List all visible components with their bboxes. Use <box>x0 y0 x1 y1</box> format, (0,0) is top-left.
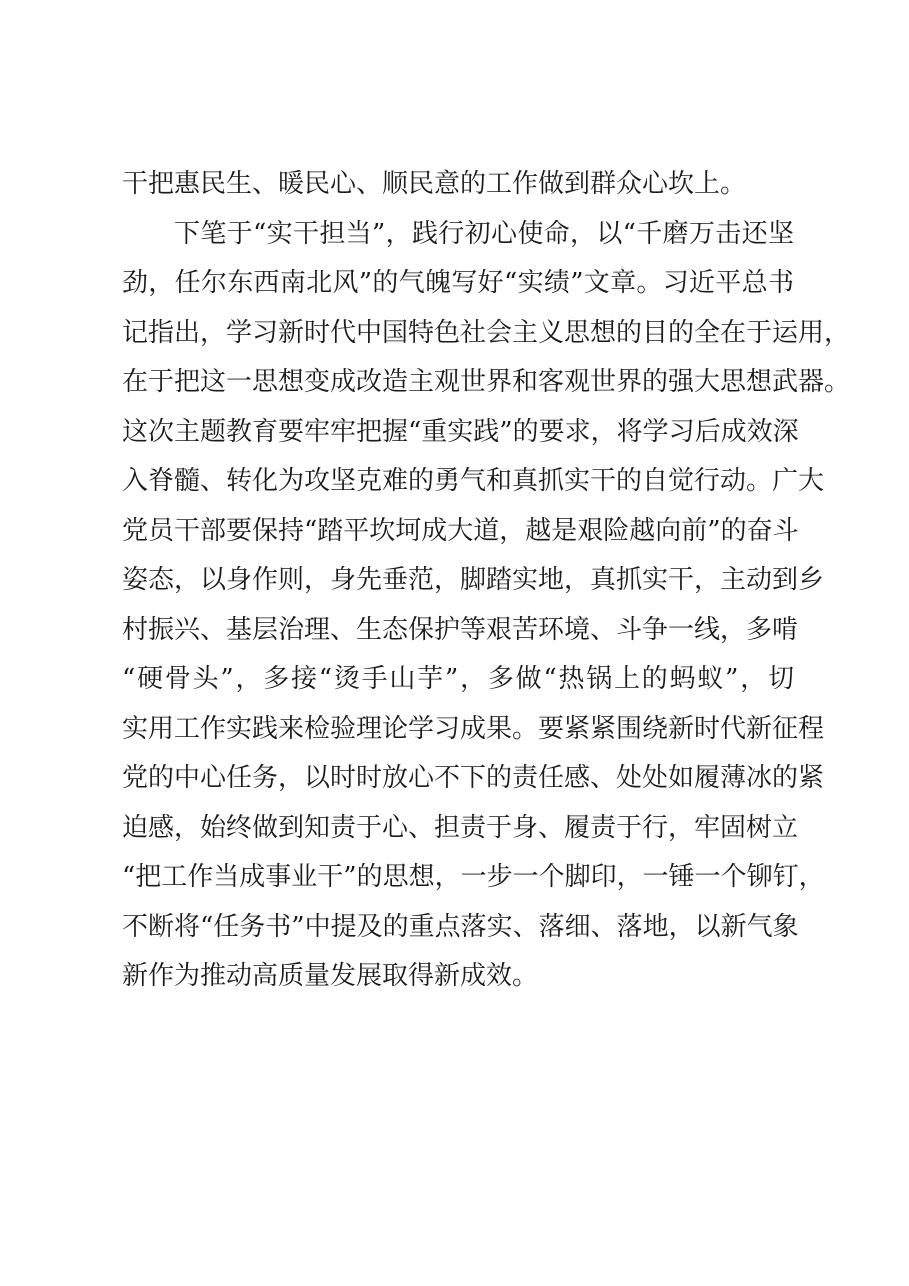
paragraph-2-line-16: 新作为推动高质量发展取得新成效。 <box>122 961 539 991</box>
body-text <box>122 160 851 1002</box>
paragraph-2-line-11: 实用工作实践来检验理论学习成果。要紧紧围绕新时代新征程 <box>122 713 825 744</box>
paragraph-2-line-15: 不断将“任务书”中提及的重点落实、落细、落地，以新气象 <box>122 911 799 942</box>
paragraph-2-line-6: 入脊髓、转化为攻坚克难的勇气和真抓实干的自觉行动。广大 <box>122 466 825 496</box>
paragraph-2-line-12: 党的中心任务，以时时放心不下的责任感、处处如履薄冰的紧 <box>122 763 825 793</box>
paragraph-2-line-13: 迫感，始终做到知责于心、担责于身、履责于行，牢固树立 <box>122 812 799 843</box>
paragraph-2-line-8: 姿态，以身作则，身先垂范，脚踏实地，真抓实干，主动到乡 <box>122 565 825 595</box>
paragraph-2-line-10: “硬骨头”，多接“烫手山芋”，多做“热锅上的蚂蚁”，切 <box>122 664 794 694</box>
paragraph-2-line-5: 这次主题教育要牢牢把握“重实践”的要求，将学习后成效深 <box>122 416 799 447</box>
paragraph-1-line-1: 干把惠民生、暖民心、顺民意的工作做到群众心坎上。 <box>122 169 747 199</box>
paragraph-2-line-9: 村振兴、基层治理、生态保护等艰苦环境、斗争一线，多啃 <box>122 614 799 645</box>
paragraph-2-line-3: 记指出，学习新时代中国特色社会主义思想的目的全在于运用， <box>122 317 851 348</box>
paragraph-2-line-1: 下笔于“实干担当”，践行初心使命，以“千磨万击还坚 <box>174 218 794 249</box>
paragraph-2-line-2: 劲，任尔东西南北风”的气魄写好“实绩”文章。习近平总书 <box>122 268 794 298</box>
paragraph-2-line-7: 党员干部要保持“踏平坎坷成大道，越是艰险越向前”的奋斗 <box>122 515 799 546</box>
paragraph-2-line-4: 在于把这一思想变成改造主观世界和客观世界的强大思想武器。 <box>122 367 851 397</box>
paragraph-2-line-14: “把工作当成事业干”的思想，一步一个脚印，一锤一个铆钉， <box>122 862 825 892</box>
